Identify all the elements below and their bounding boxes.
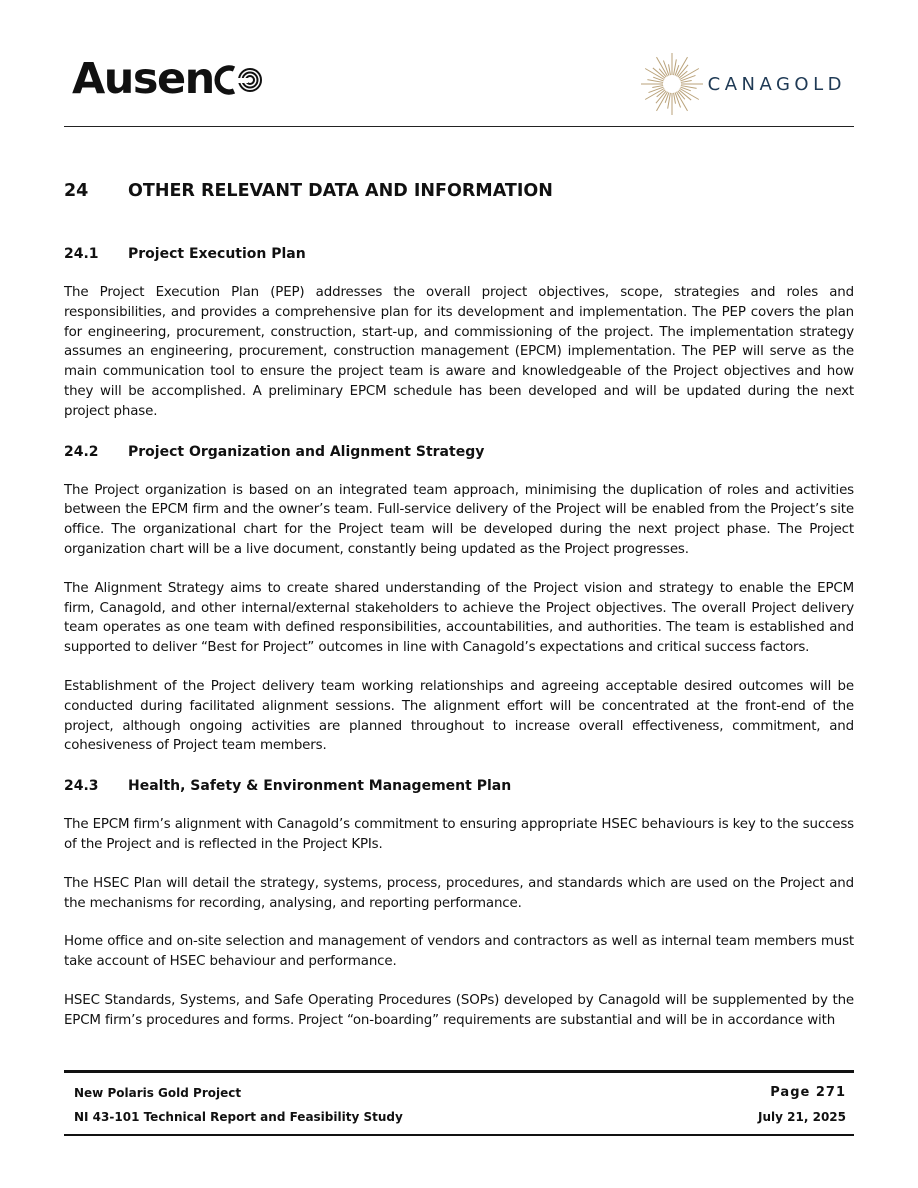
paragraph: Home office and on-site selection and management of vendors and contractors as well as internal team members must take account of HSEC behaviour and performance.: [64, 934, 854, 970]
sunburst-ray: [673, 93, 675, 104]
footer-date: July 21, 2025: [758, 1110, 846, 1124]
sunburst-ray: [668, 64, 670, 75]
canagold-logo: [640, 50, 846, 118]
subsection-number: 24.1: [64, 246, 99, 262]
paragraph: The Project Execution Plan (PEP) addresses the overall project objectives, scope, strategies and roles and responsibilities, and provides a comprehensive plan for its development and implementation. The PEP covers the plan for engineering, procurement, construction, start-up, and commissioning of the project. The implementation strategy assumes an engineering, procurement, construction management (EPCM) implementation. The PEP will serve as the main communication tool to ensure the project team is aware and knowledgeable of the Project objectives and how they will be accomplished. A preliminary EPCM schedule has been developed and will be updated during the next project phase.: [64, 285, 854, 419]
subsection-title: Project Execution Plan: [128, 246, 306, 262]
paragraph: The HSEC Plan will detail the strategy, systems, process, procedures, and standards which are used on the Project and the mechanisms for recording, analysing, and reporting performance.: [64, 875, 854, 911]
canagold-logo-text: CANAGOLD: [707, 73, 846, 95]
paragraph: The Alignment Strategy aims to create shared understanding of the Project vision and strategy to enable the EPCM firm, Canagold, and other internal/external stakeholders to achieve the Project objectives. The overall Project delivery team operates as one team with defined responsibilities, accountabilities, and authorities. The team is established and supported to deliver “Best for Project” outcomes in line with Canagold’s expectations and critical success factors.: [64, 580, 854, 656]
section-number: 24: [64, 181, 89, 201]
subsection-number: 24.3: [64, 778, 99, 795]
footer-divider-top: [64, 1070, 854, 1073]
page-footer: [74, 1082, 846, 1128]
section-heading: [64, 176, 854, 206]
paragraph: Establishment of the Project delivery team working relationships and agreeing acceptable desired outcomes will be conducted during facilitated alignment sessions. The alignment effort will be concentrated at the front-end of the project, although ongoing activities are planned throughout to increase overall effectiveness, commitment, and cohesiveness of Project team members.: [64, 678, 854, 754]
sunburst-icon: [640, 52, 704, 116]
subsection-title: Health, Safety & Environment Management Plan: [128, 778, 512, 795]
ausenco-logo-text: Ausen: [72, 54, 214, 104]
footer-report-title: NI 43-101 Technical Report and Feasibility Study: [74, 1110, 403, 1124]
footer-divider-bottom: [64, 1134, 854, 1136]
subsection-heading: [64, 776, 854, 796]
sunburst-ray: [652, 86, 663, 88]
section-title: OTHER RELEVANT DATA AND INFORMATION: [128, 181, 553, 201]
ausenco-swirl-icon: [214, 58, 264, 108]
subsection-number: 24.2: [64, 443, 99, 460]
subsection-heading: [64, 244, 854, 264]
header-divider: [64, 126, 854, 127]
paragraph: The Project organization is based on an integrated team approach, minimising the duplication of roles and activities between the EPCM firm and the owner’s team. Full-service delivery of the Project will be enabled from the Project’s site office. The organizational chart for the Project team will be developed during the next project phase. The Project organization chart will be a live document, constantly being updated as the Project progresses.: [64, 482, 854, 557]
sunburst-ray: [681, 81, 692, 83]
document-body: [64, 176, 854, 1031]
ausenco-logo: [72, 54, 264, 108]
subsection-heading: [64, 442, 854, 462]
paragraph: The EPCM firm’s alignment with Canagold’s commitment to ensuring appropriate HSEC behaviours is key to the success of the Project and is reflected in the Project KPIs.: [64, 817, 854, 852]
paragraph: HSEC Standards, Systems, and Safe Operating Procedures (SOPs) developed by Canagold will be supplemented by the EPCM firm’s procedures and forms. Project “on-boarding” requirements are substantial and will be in accordance with: [64, 992, 854, 1028]
footer-page-number: Page 271: [770, 1085, 846, 1100]
subsection-title: Project Organization and Alignment Strategy: [128, 443, 485, 460]
footer-project-name: New Polaris Gold Project: [74, 1086, 242, 1100]
page-header: [64, 50, 854, 126]
